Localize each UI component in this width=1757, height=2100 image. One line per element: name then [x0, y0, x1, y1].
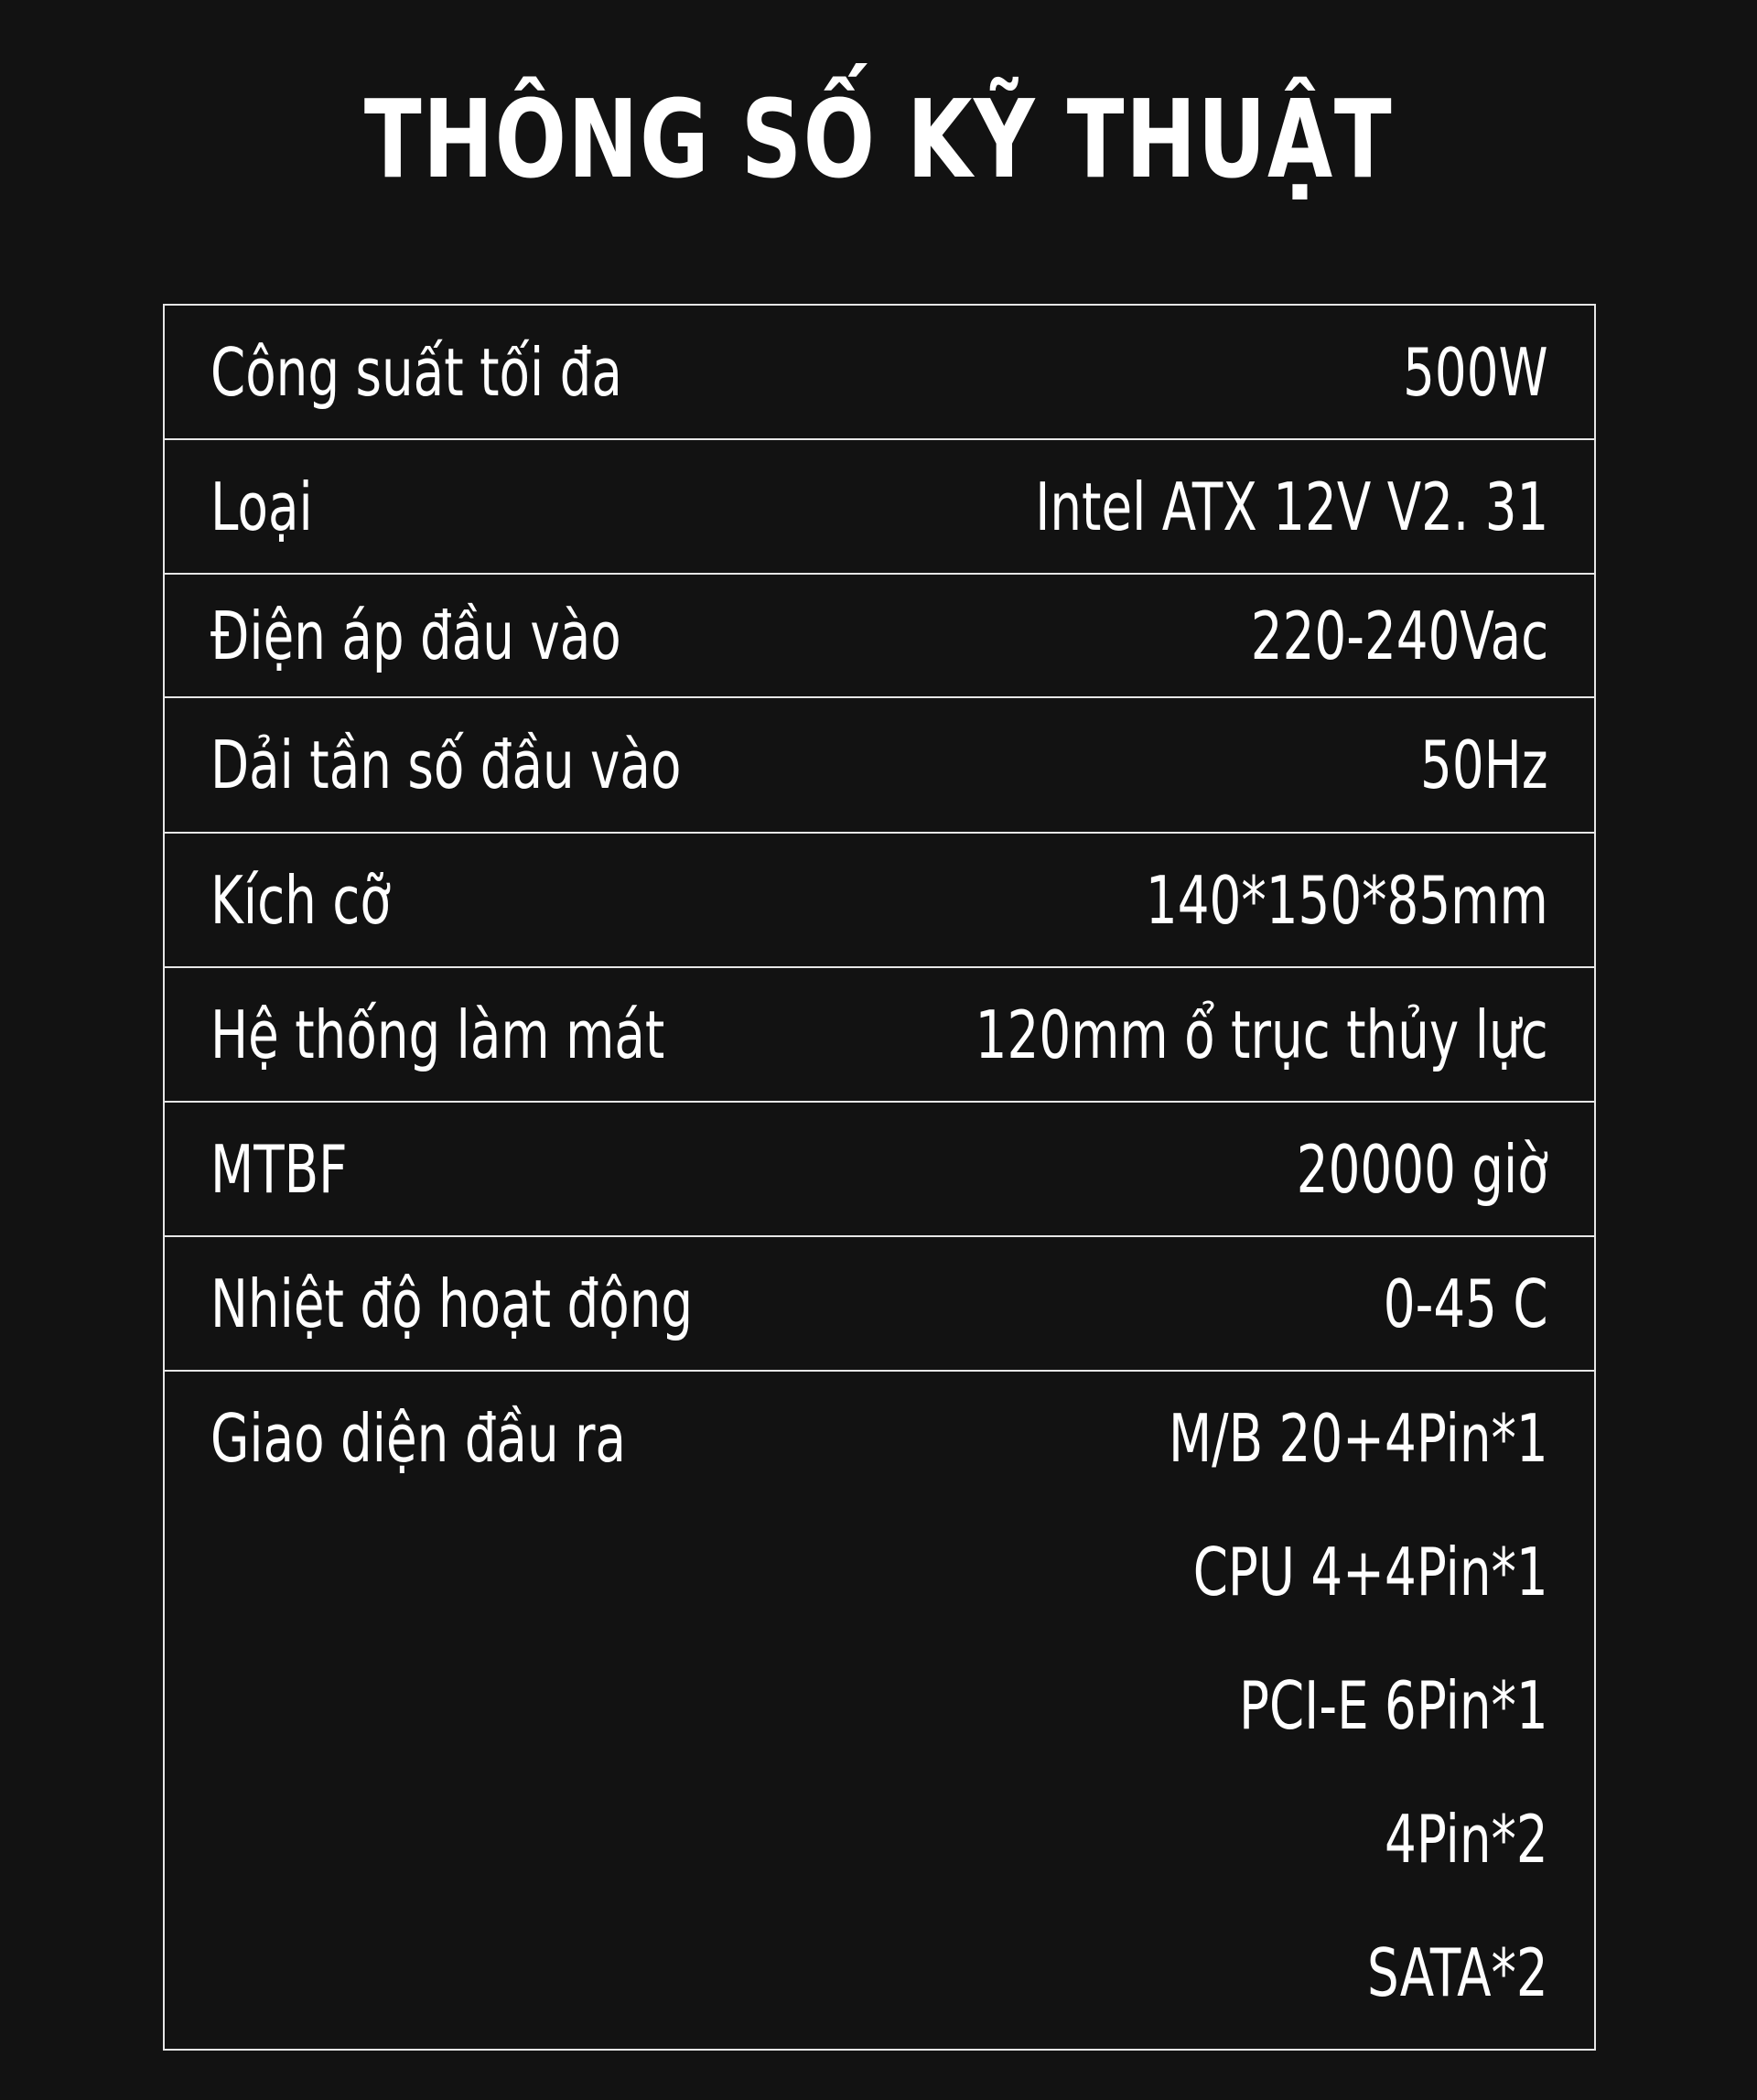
- spec-row-max-power: [165, 306, 1594, 440]
- spec-label: Hệ thống làm mát: [210, 996, 665, 1073]
- spec-value: 0-45 C: [1384, 1265, 1548, 1342]
- spec-row-mtbf: [165, 1103, 1594, 1237]
- spec-row-input-frequency: [165, 698, 1594, 834]
- spec-label: MTBF: [210, 1131, 348, 1208]
- spec-label: Nhiệt độ hoạt động: [210, 1265, 694, 1342]
- spec-value: 50Hz: [1420, 727, 1548, 803]
- output-connector-item: CPU 4+4Pin*1: [1193, 1534, 1548, 1610]
- spec-row-cooling: [165, 968, 1594, 1103]
- spec-label: Kích cỡ: [210, 862, 391, 939]
- output-connector-item: PCI-E 6Pin*1: [1239, 1667, 1548, 1744]
- spec-row-input-voltage: [165, 575, 1594, 698]
- spec-row-operating-temperature: [165, 1237, 1594, 1372]
- output-connector-list: [1049, 1372, 1548, 2040]
- spec-label: Dải tần số đầu vào: [210, 727, 682, 803]
- spec-label: Công suất tối đa: [210, 334, 622, 411]
- spec-value: 20000 giờ: [1297, 1131, 1548, 1208]
- page-title: THÔNG SỐ KỸ THUẬT: [363, 76, 1394, 202]
- spec-value: 220-240Vac: [1250, 598, 1548, 674]
- output-connector-item: 4Pin*2: [1385, 1801, 1548, 1878]
- spec-row-type: [165, 440, 1594, 575]
- spec-row-output-interface: [165, 1372, 1594, 2049]
- spec-label: Điện áp đầu vào: [210, 598, 621, 674]
- spec-label: Loại: [210, 468, 313, 545]
- spec-value: 120mm ổ trục thủy lực: [975, 996, 1548, 1073]
- spec-row-size: [165, 834, 1594, 968]
- spec-value: 500W: [1403, 334, 1548, 411]
- spec-label: Giao diện đầu ra: [210, 1400, 627, 1477]
- spec-value: Intel ATX 12V V2. 31: [1034, 468, 1548, 545]
- output-connector-item: M/B 20+4Pin*1: [1169, 1400, 1548, 1477]
- spec-value: 140*150*85mm: [1146, 862, 1548, 939]
- spec-table: [163, 304, 1596, 2051]
- output-connector-item: SATA*2: [1367, 1934, 1548, 2011]
